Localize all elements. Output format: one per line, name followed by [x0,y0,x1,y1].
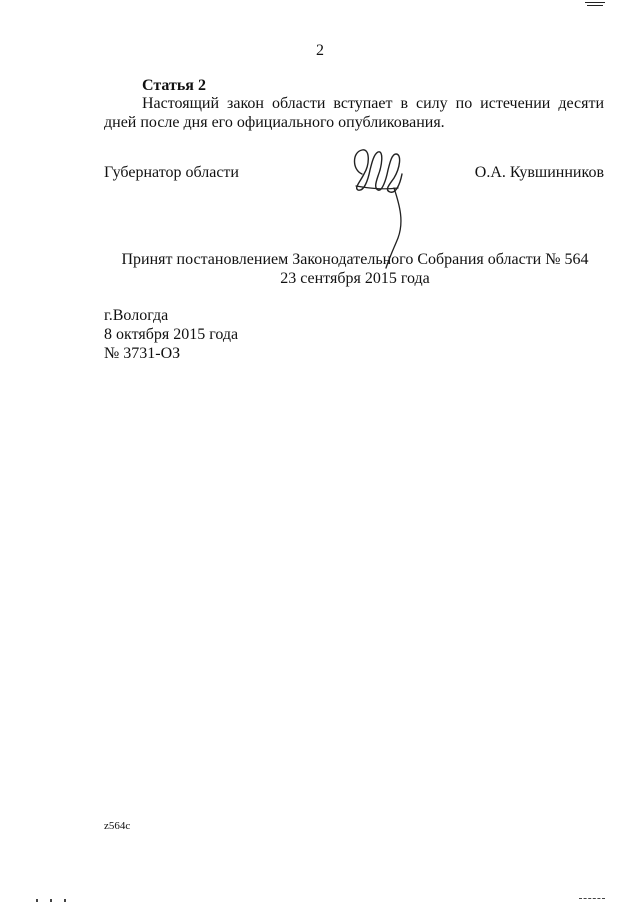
signatory-name: О.А. Кувшинников [474,164,604,181]
signatory-role: Губернатор области [104,164,239,181]
place-and-date [104,306,238,363]
scan-mark-top-2 [587,5,603,6]
scan-mark-bottom-right [579,898,605,899]
adoption-line: Принят постановлением Законодательного Собрания области № 564 [121,251,589,268]
article-text: Настоящий закон области вступает в силу по истечении десяти дней после дня его официального опубликования. [104,95,604,131]
city: г.Вологда [104,307,169,324]
law-number: № 3731-ОЗ [104,345,181,362]
scan-mark-bottom-left [36,899,38,902]
scan-mark-bottom-left-3 [64,899,66,902]
scan-mark-bottom-left-2 [50,899,52,902]
adoption-date: 23 сентября 2015 года [280,270,430,287]
adoption-notice [0,250,640,288]
scan-mark-top [585,2,605,3]
page-number: 2 [316,42,324,59]
document-code: z564c [104,820,131,832]
article-heading: Статья 2 [142,77,206,94]
signing-date: 8 октября 2015 года [104,326,239,343]
